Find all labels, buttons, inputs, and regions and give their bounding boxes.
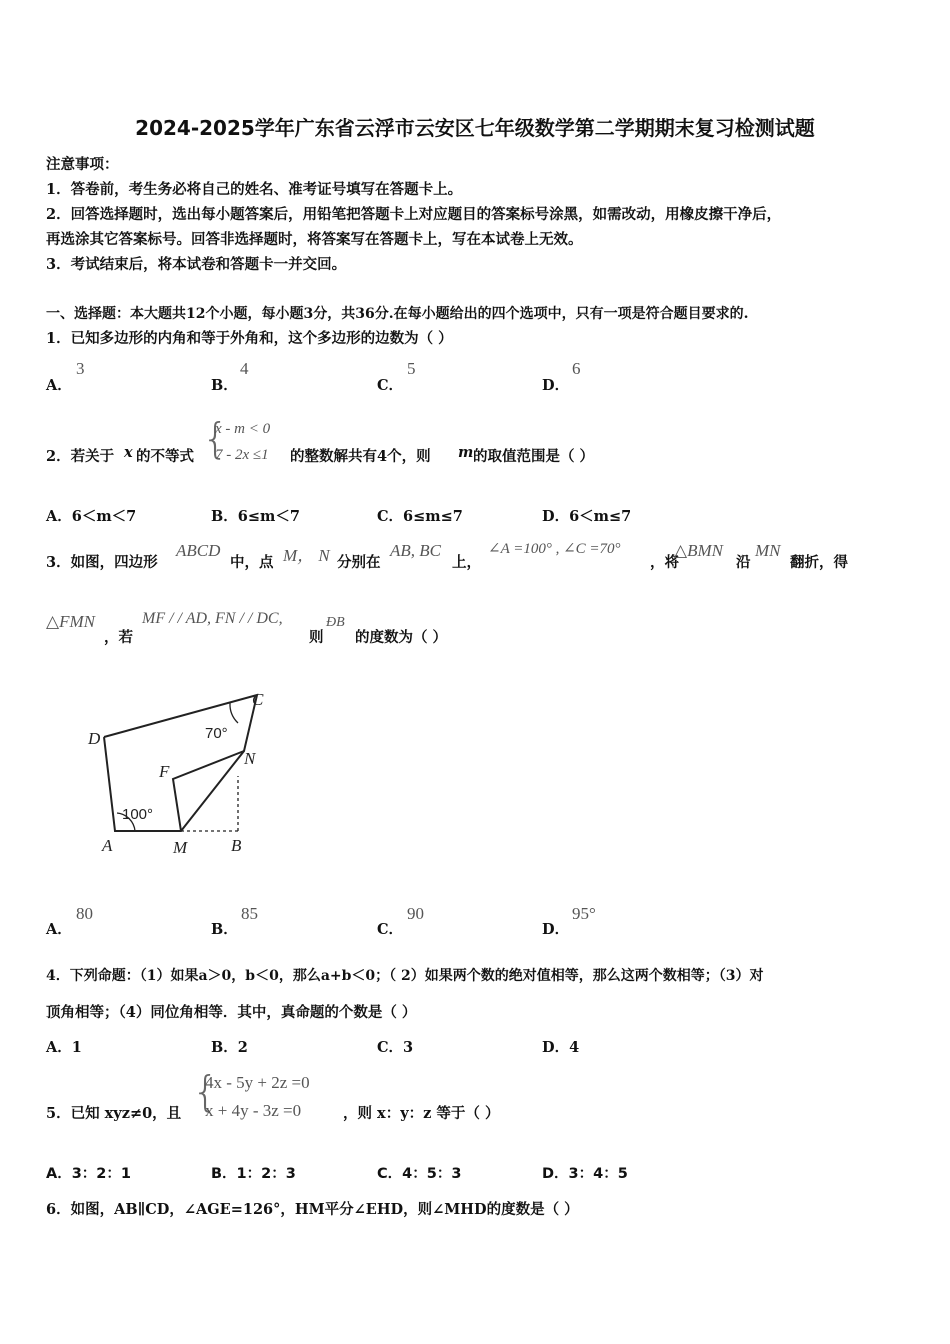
q3-text: 分别在 <box>337 554 381 571</box>
label-d: D <box>88 729 101 748</box>
q3-option-b-label: B． <box>211 921 238 938</box>
q1-option-b-label: B． <box>211 377 238 394</box>
q3-text: 沿 <box>736 554 751 571</box>
q3-figure <box>80 680 280 865</box>
q5-text-post: ，则 x：y：z 等于（ ） <box>343 1105 500 1122</box>
q2-text-post1: 的整数解共有4个，则 <box>290 448 431 465</box>
section-heading: 一、选择题：本大题共12个小题，每小题3分，共36分.在每小题给出的四个选项中，只有一项是符合题目要求的. <box>46 306 749 322</box>
q2-inequality-2: 7 - 2x ≤1 <box>215 447 269 463</box>
q4-stem-line1: 4．下列命题：（1）如果a＞0，b＜0，那么a+b＜0；（ 2）如果两个数的绝对值相等，那么这两个数相等；（3）对 <box>46 968 764 984</box>
q3-option-a-value: 80 <box>76 904 93 923</box>
q1-option-c-value: 5 <box>407 359 416 378</box>
q3-option-a-label: A． <box>46 921 72 938</box>
q3-option-c-value: 90 <box>407 904 424 923</box>
notice-item: 3．考试结束后，将本试卷和答题卡一并交回。 <box>46 256 347 273</box>
q3-math: ÐB <box>326 615 345 630</box>
q3-math: △FMN <box>46 612 95 631</box>
q2-inequality-1: x - m < 0 <box>215 421 271 437</box>
angle-a-label: 100° <box>122 806 154 823</box>
q1-option-d-label: D． <box>542 377 570 394</box>
q5-text-pre: 5．已知 xyz≠0，且 <box>46 1105 182 1122</box>
label-f: F <box>159 762 170 781</box>
q2-text-pre: 2．若关于 <box>46 448 115 465</box>
q5-equation-2: x + 4y - 3z =0 <box>205 1101 302 1120</box>
q2-var-m: m <box>458 444 474 461</box>
label-m: M <box>173 838 188 857</box>
question-1-stem: 1．已知多边形的内角和等于外角和，这个多边形的边数为（ ） <box>46 330 453 347</box>
q3-math: M， N <box>283 546 330 565</box>
q3-text: 中，点 <box>230 554 274 571</box>
label-b: B <box>231 836 242 855</box>
q4-option-d: D．4 <box>542 1039 580 1056</box>
q3-option-b-value: 85 <box>241 904 258 923</box>
page-title: 2024-2025学年广东省云浮市云安区七年级数学第二学期期末复习检测试题 <box>135 116 815 140</box>
q2-text-post2: 的取值范围是（ ） <box>473 448 595 465</box>
q2-option-c: C．6≤m≤7 <box>377 508 463 525</box>
q5-brace: { <box>192 1067 219 1116</box>
q4-option-b: B．2 <box>211 1039 248 1056</box>
q2-option-d: D．6＜m≤7 <box>542 508 632 525</box>
notice-item: 1．答卷前，考生务必将自己的姓名、准考证号填写在答题卡上。 <box>46 181 463 198</box>
q5-option-a: A．3：2：1 <box>46 1166 131 1182</box>
label-n: N <box>244 749 256 768</box>
q4-option-c: C．3 <box>377 1039 414 1056</box>
q5-equation-1: 4x - 5y + 2z =0 <box>205 1073 310 1092</box>
notice-item: 2．回答选择题时，选出每小题答案后，用铅笔把答题卡上对应题目的答案标号涂黑，如需改动，用橡皮擦干净后， <box>46 206 782 223</box>
q3-text: 的度数为（ ） <box>355 629 448 646</box>
q3-text: ，将 <box>650 554 679 571</box>
q3-text: 上， <box>452 554 481 571</box>
q2-brace: { <box>202 414 229 463</box>
q2-text-mid: 的不等式 <box>136 448 194 465</box>
q3-math: ∠A =100° , ∠C =70° <box>488 541 621 557</box>
q5-option-c: C．4：5：3 <box>377 1166 462 1182</box>
q1-option-a-value: 3 <box>76 359 85 378</box>
label-c: C <box>252 690 264 709</box>
q2-option-b: B．6≤m＜7 <box>211 508 300 525</box>
label-a: A <box>102 836 113 855</box>
notice-heading: 注意事项： <box>46 156 119 173</box>
q3-math: MF / / AD, FN / / DC, <box>142 610 283 627</box>
q3-option-d-value: 95° <box>572 904 596 923</box>
q1-option-b-value: 4 <box>240 359 249 378</box>
q3-text: 则 <box>309 629 324 646</box>
q3-option-c-label: C． <box>377 921 404 938</box>
q1-option-d-value: 6 <box>572 359 581 378</box>
q4-option-a: A．1 <box>46 1039 82 1056</box>
q3-text: 3．如图，四边形 <box>46 554 158 571</box>
q3-text: ，若 <box>104 629 133 646</box>
q3-math: △BMN <box>674 541 723 560</box>
q4-stem-line2: 顶角相等；（4）同位角相等．其中，真命题的个数是（ ） <box>46 1004 417 1021</box>
notice-item: 再选涂其它答案标号。回答非选择题时，将答案写在答题卡上，写在本试卷上无效。 <box>46 231 583 248</box>
q5-option-b: B．1：2：3 <box>211 1166 296 1182</box>
angle-c-arc <box>230 703 238 723</box>
q3-math: ABCD <box>176 541 221 560</box>
angle-c-label: 70° <box>205 725 228 742</box>
q3-text: 翻折，得 <box>790 554 848 571</box>
q2-option-a: A．6＜m＜7 <box>46 508 137 525</box>
q1-option-c-label: C． <box>377 377 404 394</box>
q3-option-d-label: D． <box>542 921 570 938</box>
q3-math: MN <box>755 541 781 560</box>
q2-var-x: x <box>124 444 133 461</box>
q5-option-d: D．3：4：5 <box>542 1166 628 1182</box>
q3-math: AB, BC <box>390 541 441 560</box>
q6-stem: 6．如图，AB∥CD，∠AGE=126°，HM平分∠EHD，则∠MHD的度数是（ ） <box>46 1201 579 1218</box>
q1-option-a-label: A． <box>46 377 72 394</box>
